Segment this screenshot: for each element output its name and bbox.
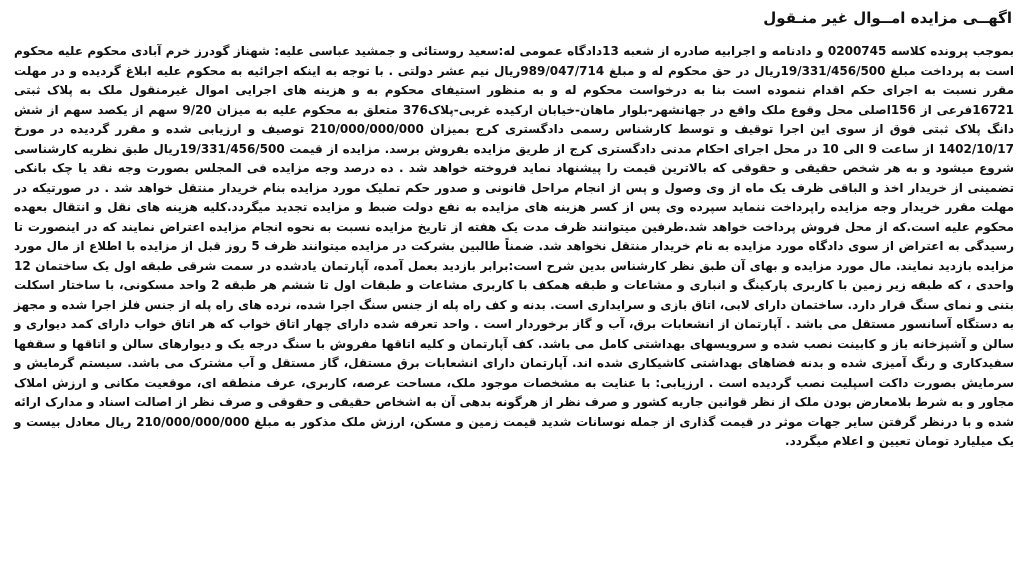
notice-body: بموجب پرونده کلاسه 0200745 و دادنامه و اجرابیه صادره از شعبه 13دادگاه عمومی له:سعید روستائی و جمشید عباسی علیه: شهناز گودرز خرم آبادی محکوم علیه محکوم است به پرداخت مبلغ 19/331/456/500ریال در حق محکوم له و مبلغ 989/047/714ریال نیم عشر دولتی . با توجه به اینکه اجرائیه به محکوم علیه ابلاغ گردیده و در مهلت مقرر نسبت به اجرای حکم اقدام ننموده است بنا به درخواست محکوم له و به منظور استیفای محکوم به و هزینه های اجرایی اموال غیرمنقول ملک به پلاک ثبتی 16721فرعی از 156اصلی محل وقوع ملک واقع در جهانشهر-بلوار ماهان-خیابان ارکیده غربی-پلاک376 متعلق به محکوم علیه به میزان 9/20 سهم از یکصد سهم از شش دانگ پلاک ثبتی فوق از سوی این اجرا توقیف و توسط کارشناس رسمی دادگستری کرج بمیزان 210/000/000/000 توصیف و ارزیابی شده و مقرر گردیده در مورخ 1402/10/17 از ساعت 9 الی 10 در محل اجرای احکام مدنی دادگستری کرج از طریق مزایده بفروش برسد. مزایده از قیمت 19/331/456/500ریال طبق نظریه کارشناسی شروع میشود و به هر شخص حقیقی و حقوقی که بالاترین قیمت را پیشنهاد نماید فروخته خواهد شد . ده درصد وجه مزایده فی المجلس بصورت وجه نقد یا چک بانکی تضمینی از خریدار اخذ و الباقی ظرف یک ماه از وی وصول و پس از انجام مراحل قانونی و صدور حکم تملیک مورد مزایده بنام خریدار منتقل خواهد شد . در صورتیکه در مهلت مقرر خریدار وجه مزایده راپرداخت ننماید سپرده وی پس از کسر هزینه های مزایده به نفع دولت ضبط و مزایده تجدید میگردد.کلیه هزینه های نقل و انتقال بعهده محکوم علیه است.که از محل فروش پرداخت خواهد شد.طرفین میتوانند ظرف مدت یک هفته از تاریخ مزایده نسبت به نحوه انجام مزایده اعتراض نمایند که در اینصورت تا رسیدگی به اعتراض از سوی دادگاه مورد مزایده به نام خریدار منتقل نخواهد شد. ضمناً طالبین بشرکت در مزایده میتوانند ظرف 5 روز قبل از مزایده با اطلاع از مال مورد مزایده بازدید نمایند. مال مورد مزایده و بهای آن طبق نظر کارشناس بدین شرح است:برابر بازدید بعمل آمده، آپارتمان یادشده در سمت شرقی طبقه اول یک ساختمان 12 واحدی ، که طبقه زیر زمین با کاربری پارکینگ و انباری و مشاعات و طبقه همکف با کاربری مشاعات و طبقات اول تا ششم هر طبقه 2 واحد مسکونی، با ساختار اسکلت بتنی و نمای سنگ قرار دارد. ساختمان دارای لابی، اتاق بازی و سرایداری است. بدنه و کف راه پله از جنس سنگ اجرا شده، نرده های راه پله از جنس فلز اجرا شده و مجهز به دستگاه آسانسور مستقل می باشد . آپارتمان از انشعابات برق، آب و گاز برخوردار است . واحد تعرفه شده دارای چهار اتاق خواب که هر اتاق خواب دارای کمد دیواری و سالن و آشپزخانه باز و کابینت نصب شده و سرویسهای بهداشتی کامل می باشد. کف آپارتمان و کلیه اتاقها مفروش با سنگ درجه یک و دیوارهای سالن و اتاقها و سقفها سفیدکاری و رنگ آمیزی شده و بدنه فضاهای بهداشتی کاشیکاری شده اند. آپارتمان دارای انشعابات برق مستقل، گاز مستقل و آب مشترک می باشد. سیستم گرمایش و سرمایش بصورت داکت اسپلیت نصب گردیده است . ارزیابی: با عنایت به مشخصات موجود ملک، مساحت عرصه، کاربری، عرف منطقه ای، موقعیت مکانی و ارزش املاک مجاور و به شرط بلامعارض بودن ملک از نظر قوانین جاریه کشور و صرف نظر از هرگونه بدهی آن به اشخاص حقیقی و حقوقی و صرف نظر از اصالت اسناد و مدارک ارائه شده و با درنظر گرفتن سایر جهات موثر در قیمت گذاری از جمله نوسانات شدید قیمت زمین و مسکن، ارزش ملک مذکور به مبلغ 210/000/000/000 ریال معادل بیست و یک میلیارد تومان تعیین و اعلام میگردد. [14,44,1015,448]
notice-title: اگهــی مزایده امــوال غیر منـقول [763,9,1012,27]
